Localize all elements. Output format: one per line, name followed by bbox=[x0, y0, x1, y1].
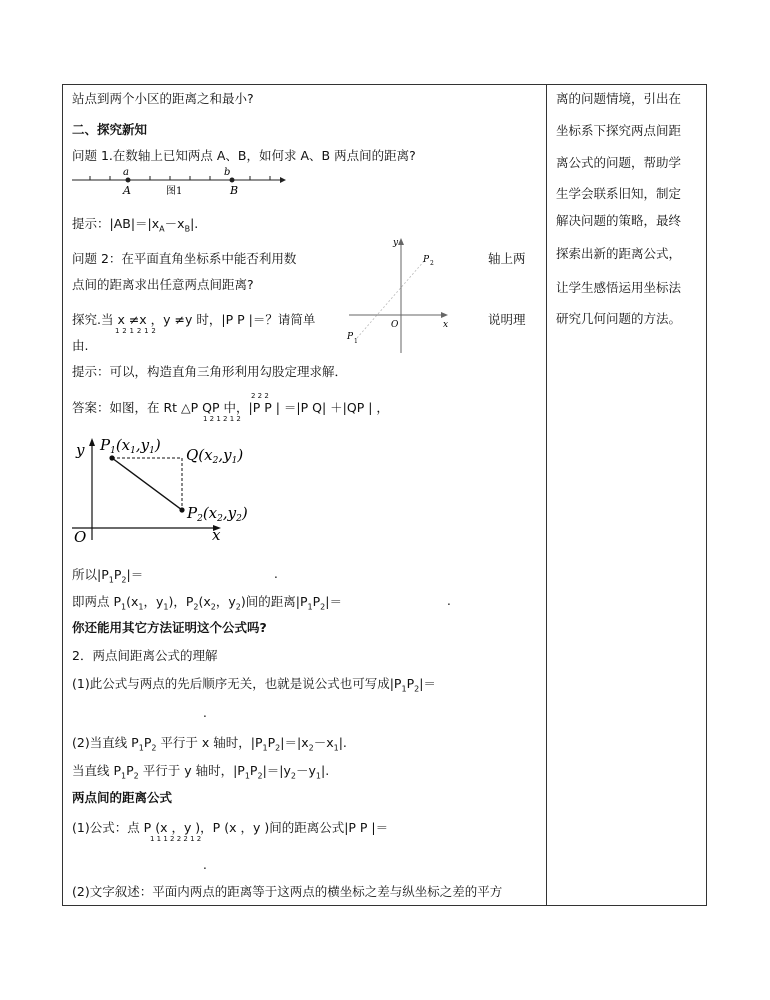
blank-end-2: . bbox=[447, 594, 451, 608]
svg-text:P2(x2,y2): $P_2(x_2,y_2)$ bbox=[187, 504, 248, 524]
svg-text:P1(x1,y1): $P_1(x_1,y_1)$ bbox=[100, 436, 161, 456]
remark-line: 研究几何问题的方法。 bbox=[556, 311, 682, 326]
question-2-cont: 轴上两 bbox=[488, 251, 526, 266]
svg-text:1: 1 bbox=[354, 338, 358, 345]
answer-line: 答案：如图，在 Rt △P QP 中，|P P | ＝|P Q| ＋|QP | ， bbox=[72, 400, 389, 415]
explore-cont: 说明理 bbox=[488, 312, 526, 327]
label-A: A bbox=[123, 184, 131, 197]
number-line-figure bbox=[72, 168, 292, 208]
blank-end: . bbox=[274, 567, 278, 581]
label-b: b bbox=[224, 167, 231, 178]
formula-title: 两点间的距离公式 bbox=[72, 790, 173, 805]
svg-text:2: 2 bbox=[430, 260, 434, 267]
distance-line: 即两点 $P_1(x_1$，$y_1$)，$P_2(x_2$，$y_2$)间的距离$|P_1P_2|=$ bbox=[72, 594, 342, 612]
explore-line2: 由. bbox=[72, 338, 89, 353]
understanding-2b: 当直线 $P_1P_2$ 平行于 y 轴时，$|P_1P_2|=|y_2-y_1|$. bbox=[72, 763, 330, 781]
understanding-1: (1)此公式与两点的先后顺序无关，也就是说公式也可写成$|P_1P_2|=$ bbox=[72, 676, 436, 694]
svg-text:O: O bbox=[391, 320, 399, 330]
label-a: a bbox=[123, 167, 129, 178]
question-1: 问题 1.在数轴上已知两点 A、B，如何求 A、B 两点间的距离? bbox=[72, 148, 416, 163]
coordinate-figure bbox=[72, 430, 292, 550]
formula-line: (1)公式：点 P (x ，y )，P (x ，y )间的距离公式|P P |＝ bbox=[72, 820, 389, 835]
other-method: 你还能用其它方法证明这个公式吗? bbox=[72, 620, 267, 635]
answer-subscripts: 1 2 1 2 1 2 bbox=[203, 415, 241, 423]
text-line-1: 站点到两个小区的距离之和最小? bbox=[72, 91, 254, 106]
explore-subscripts: 1 2 1 2 1 2 bbox=[115, 327, 157, 335]
svg-text:y: y bbox=[393, 238, 399, 248]
label-B: B bbox=[230, 184, 239, 197]
remark-line: 离的问题情境，引出在 bbox=[556, 91, 682, 106]
formula-subscripts: 1 1 1 2 2 2 1 2 bbox=[150, 835, 202, 843]
column-divider bbox=[546, 84, 547, 906]
remark-line: 坐标系下探究两点间距 bbox=[556, 123, 682, 138]
question-2: 问题 2：在平面直角坐标系中能否利用数 bbox=[72, 251, 297, 266]
small-axes-figure bbox=[345, 235, 455, 355]
section-2: 2．两点间距离公式的理解 bbox=[72, 648, 218, 663]
remark-line: 生学会联系旧知，制定 bbox=[556, 186, 682, 201]
svg-text:O: O bbox=[74, 528, 87, 546]
remark-line: 探索出新的距离公式， bbox=[556, 246, 682, 261]
svg-text:y: y bbox=[76, 441, 85, 459]
hint-2: 提示：可以，构造直角三角形利用勾股定理求解． bbox=[72, 364, 348, 379]
explore-text: 探究.当 x ≠x ，y ≠y 时，|P P |＝？请简单 bbox=[72, 312, 316, 327]
section-heading: 二、探究新知 bbox=[72, 122, 148, 137]
svg-text:x: x bbox=[443, 320, 449, 330]
svg-text:P: P bbox=[423, 255, 430, 265]
blank-end-4: . bbox=[203, 858, 207, 872]
svg-text:x: x bbox=[212, 526, 221, 544]
svg-text:Q(x2,y1): $Q(x_2,y_1)$ bbox=[186, 446, 244, 466]
understanding-2a: (2)当直线 $P_1P_2$ 平行于 x 轴时，$|P_1P_2|=|x_2-x_1|$. bbox=[72, 735, 347, 753]
hint-1: 提示：$|AB|=|x_A-x_B|$. bbox=[72, 216, 199, 234]
remark-line: 解决问题的策略，最终 bbox=[556, 213, 682, 228]
so-line: 所以$|P_1P_2|=$ bbox=[72, 567, 144, 585]
blank-end-3: . bbox=[203, 706, 207, 720]
svg-text:P: P bbox=[347, 332, 354, 342]
remark-line: 离公式的问题，帮助学 bbox=[556, 155, 682, 170]
answer-superscripts: 2 2 2 bbox=[251, 392, 269, 400]
question-2-line2: 点间的距离求出任意两点间距离? bbox=[72, 277, 254, 292]
remark-line: 让学生感悟运用坐标法 bbox=[556, 280, 682, 295]
formula-description: (2)文字叙述：平面内两点的距离等于这两点的横坐标之差与纵坐标之差的平方 bbox=[72, 884, 503, 899]
figure-caption: 图1 bbox=[166, 186, 183, 197]
